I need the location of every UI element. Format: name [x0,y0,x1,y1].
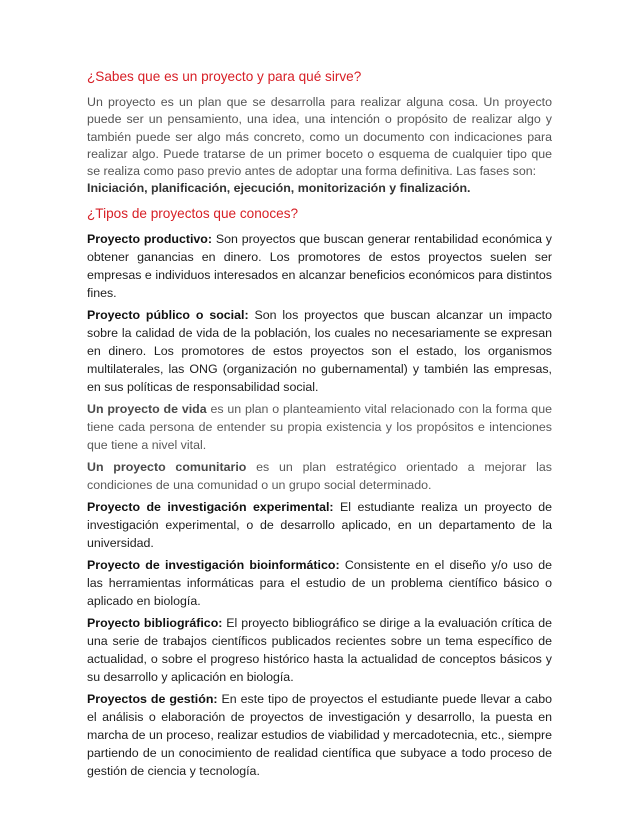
type-term: Un proyecto comunitario [87,460,247,475]
intro-paragraph [87,94,552,197]
type-comunitario-paragraph [87,459,552,495]
type-term: Un proyecto de vida [87,402,207,417]
type-description: Consistente en el diseño y/o uso de las herramientas informáticas para el estudio de un problema científico básico o aplicado en biología. [87,558,552,609]
type-description: Son los proyectos que buscan alcanzar un impacto sobre la calidad de vida de la población, los cuales no necesariamente se expresan en dinero. Los promotores de estos proyectos son el estado, los organismos multilaterales, las ONG (organización no gubernamental) y también las empresas, en sus políticas de responsabilidad social. [87,308,552,395]
type-description: En este tipo de proyectos el estudiante puede llevar a cabo el análisis o elaboración de proyectos de investigación y desarrollo, la puesta en marcha de un proceso, realizar estudios de viabilidad y mercadotecnia, etc., siempre partiendo de un conocimiento de realidad científica que subyace a todo proceso de gestión de ciencia y tecnología. [87,691,552,778]
type-productivo-paragraph [87,231,552,303]
type-term: Proyecto productivo: [87,232,213,247]
type-term: Proyecto de investigación experimental: [87,500,334,515]
phases-text: Iniciación, planificación, ejecución, monitorización y finalización. [87,180,471,195]
heading-what-is-project: ¿Sabes que es un proyecto y para qué sirve? [87,69,362,84]
type-term: Proyecto bibliográfico: [87,616,223,631]
intro-text: Un proyecto es un plan que se desarrolla para realizar alguna cosa. Un proyecto puede ser un pensamiento, una idea, una intención o propósito de realizar algo y también puede ser algo más concreto, como un documento con indicaciones para realizar algo. Puede tratarse de un primer boceto o esquema de cualquier tipo que se realiza como paso previo antes de adoptar una forma definitiva. Las fases son: [87,95,552,178]
type-bioinformatico-paragraph [87,557,552,611]
type-description: es un plan estratégico orientado a mejorar las condiciones de una comunidad o un grupo social determinado. [87,460,552,493]
type-description: El estudiante realiza un proyecto de investigación experimental, o de desarrollo aplicado, en un departamento de la universidad. [87,500,552,551]
type-vida-paragraph [87,401,552,455]
type-social-paragraph [87,307,552,397]
type-description: El proyecto bibliográfico se dirige a la evaluación crítica de una serie de trabajos científicos publicados recientes sobre un tema específico de actualidad, o sobre el progreso histórico hasta la actualidad de conceptos básicos y su desarrollo y aplicación en biología. [87,616,552,684]
type-gestion-paragraph [87,691,552,781]
type-description: es un plan o planteamiento vital relacionado con la forma que tiene cada persona de entender su propia existencia y los propósitos e intenciones que tiene a nivel vital. [87,402,552,453]
type-experimental-paragraph [87,499,552,553]
type-term: Proyectos de gestión: [87,691,218,706]
type-term: Proyecto público o social: [87,308,249,323]
heading-project-types: ¿Tipos de proyectos que conoces? [87,206,299,221]
type-term: Proyecto de investigación bioinformático: [87,558,340,573]
type-description: Son proyectos que buscan generar rentabilidad económica y obtener ganancias en dinero. Los promotores de estos proyectos suelen ser empresas e individuos interesados en alcanzar beneficios económicos para distintos fines. [87,232,553,301]
type-bibliografico-paragraph [87,615,552,687]
